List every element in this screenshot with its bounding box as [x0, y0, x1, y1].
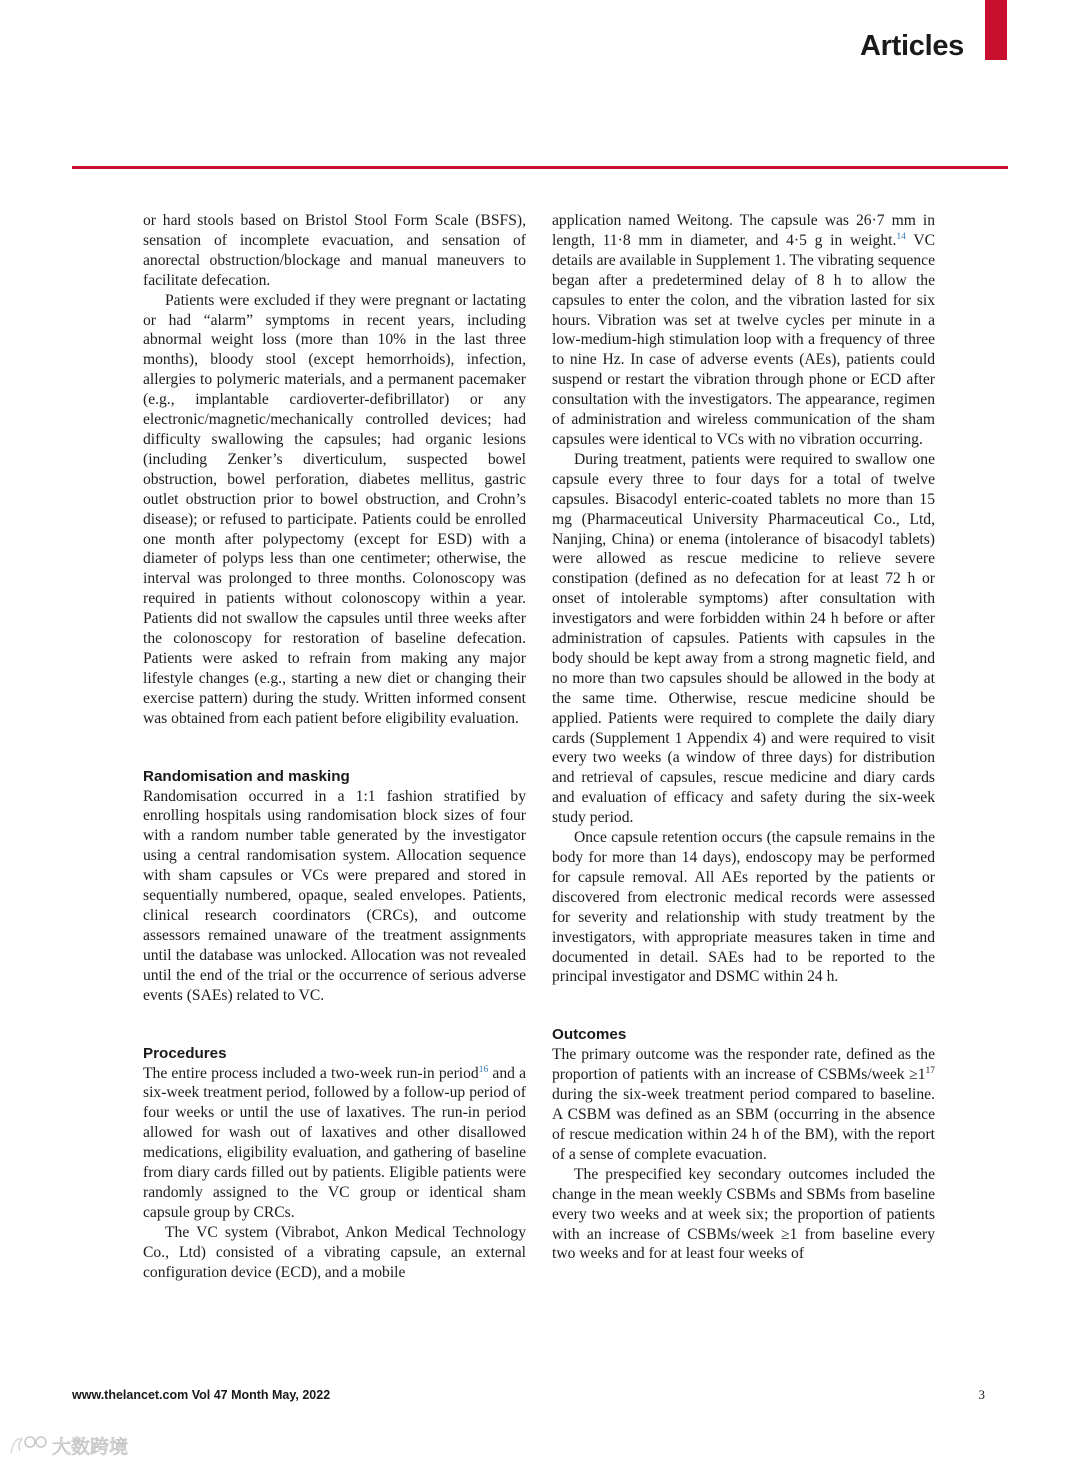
watermark-logo-icon: [8, 1433, 48, 1457]
reference-link-16[interactable]: 16: [478, 1064, 489, 1075]
reference-link-14[interactable]: 14: [896, 231, 906, 242]
page-number: 3: [978, 1387, 985, 1402]
paragraph-secondary-outcomes: The prespecified key secondary outcomes included the change in the mean weekly CSBMs and SBMs from baseline every two weeks and at week six; the proportion of patients with an increase of CSBMs/week ≥1 from baseline every two weeks and for at least four weeks of: [552, 1165, 935, 1263]
reference-17: 17: [925, 1066, 935, 1077]
paragraph-vc-system: The VC system (Vibrabot, Ankon Medical Technology Co., Ltd) consisted of a vibrating capsule, an external configuration device (ECD), and a mobile: [143, 1223, 526, 1281]
section-title: Articles: [860, 30, 964, 62]
paragraph-randomisation: Randomisation occurred in a 1:1 fashion stratified by enrolling hospitals using randomisation block sizes of four with a random number table generated by the investigator using a central randomisation system. Allocation sequence with sham capsules or VCs were prepared and stored in sequentially numbered, opaque, sealed envelopes. Patients, clinical research coordinators (CRCs), and outcome assessors remained unaware of the treatment assignments until the database was unlocked. Allocation was not revealed until the end of the trial or the occurrence of serious adverse events (SAEs) related to VC.: [143, 787, 526, 1004]
heading-randomisation: Randomisation and masking: [143, 767, 350, 785]
paragraph: or hard stools based on Bristol Stool Form Scale (BSFS), sensation of incomplete evacuation, and sensation of anorectal obstruction/blockage and manual maneuvers to facilitate defecation.: [143, 212, 526, 289]
paragraph-treatment: During treatment, patients were required to swallow one capsule every three to four days for a total of twelve capsules. Bisacodyl enteric-coated tablets no more than 15 mg (Pharmaceutical University Pharmaceutical Co., Ltd, Nanjing, China) or enema (intolerance of bisacodyl tablets) were allowed as rescue medicine to relieve severe constipation (defined as no defecation for at least 72 h or onset of intolerable symptoms) after consultation with investigators and were forbidden within 24 h before or after administration of capsules. Patients with capsules in the body should be kept away from a strong magnetic field, and no more than two capsules should be allowed in the body at the same time. Otherwise, rescue medicine should be applied. Patients were required to complete the daily diary cards (Supplement 1 Appendix 4) and were required to visit every two weeks (a window of three days) for distribution and retrieval of capsules, rescue medicine and diary cards and evaluation of efficacy and safety during the six-week study period.: [552, 450, 935, 827]
paragraph-exclusion: Patients were excluded if they were pregnant or lactating or had “alarm” symptoms in recent years, including abnormal weight loss (more than 10% in the last three months), bloody stool (except hemorrhoids), infection, allergies to polymeric materials, and a permanent pacemaker (e.g., implantable cardioverter-defibrillator) or any electronic/magnetic/mechanically controlled devices; had difficulty swallowing the capsules; had organic lesions (including Zenker’s diverticulum, suspected bowel obstruction, bowel perforation, diabetes mellitus, gastric outlet obstruction prior to bowel obstruction, and Crohn’s disease); or refused to participate. Patients could be enrolled one month after polypectomy (except for ESD) with a diameter of polyps less than one centimeter; otherwise, the interval was prolonged to three months. Colonoscopy was required in patients without colonoscopy within a year. Patients did not swallow the capsules until three weeks after the colonoscopy for restoration of baseline defecation. Patients were asked to refrain from making any major lifestyle changes (e.g., starting a new diet or changing their exercise pattern) during the study. Written informed consent was obtained from each patient before eligibility evaluation.: [143, 291, 526, 727]
heading-outcomes: Outcomes: [552, 1026, 627, 1044]
paragraph-retention: Once capsule retention occurs (the capsule remains in the body for more than 14 days), endoscopy may be performed for capsule removal. All AEs reported by the patients or discovered from electronic medical records were assessed for severity and relationship with study treatment by the investigators, with appropriate measures taken in time and documented in detail. SAEs had to be reported to the principal investigator and DSMC within 24 h.: [552, 829, 935, 986]
header-accent-tab: [985, 0, 1007, 60]
heading-procedures: Procedures: [143, 1044, 227, 1062]
watermark: [8, 1430, 128, 1460]
right-column: [552, 211, 935, 1264]
paragraph-procedures: The entire process included a two-week run-in period$^{16}$ and a six-week treatment period, followed by a follow-up period of four weeks or until the use of laxatives. The run-in period allowed for wash out of laxatives and other disallowed medications, eligibility evaluation, and gathering of baseline from diary cards filled out by patients. Eligible patients were randomly assigned to the VC group or identical sham capsule group by CRCs.: [143, 1064, 527, 1221]
footer-journal: www.thelancet.com Vol 47 Month May, 2022: [72, 1388, 331, 1402]
watermark-text: 大数跨境: [52, 1435, 129, 1458]
left-column: [143, 211, 526, 1283]
paragraph-primary-outcome: The primary outcome was the responder rate, defined as the proportion of patients with an increase of CSBMs/week $\ge 1^{17}$ during the six-week treatment period compared to baseline. A CSBM was defined as an SBM (occurring in the absence of rescue medication within 24 h of the BM), with the report of a sense of complete evacuation.: [552, 1046, 935, 1163]
paragraph-capsule: application named Weitong. The capsule was 26·7 mm in length, 11·8 mm in diameter, and 4·5 g in weight.$^{14}$ VC details are available in Supplement 1. The vibrating sequence began after a predetermined delay of 8 h to allow the capsules to enter the colon, and the vibration lasted for six hours. Vibration was set at twelve cycles per minute in a low-medium-high stimulation loop with a frequency of three to nine Hz. In case of adverse events (AEs), patients could suspend or restart the vibration through phone or ECD after consultation with the investigators. The appearance, regimen of administration and wireless communication of the sham capsules were identical to VCs with no vibration occurring.: [552, 212, 936, 448]
header-rule: [72, 166, 1008, 169]
